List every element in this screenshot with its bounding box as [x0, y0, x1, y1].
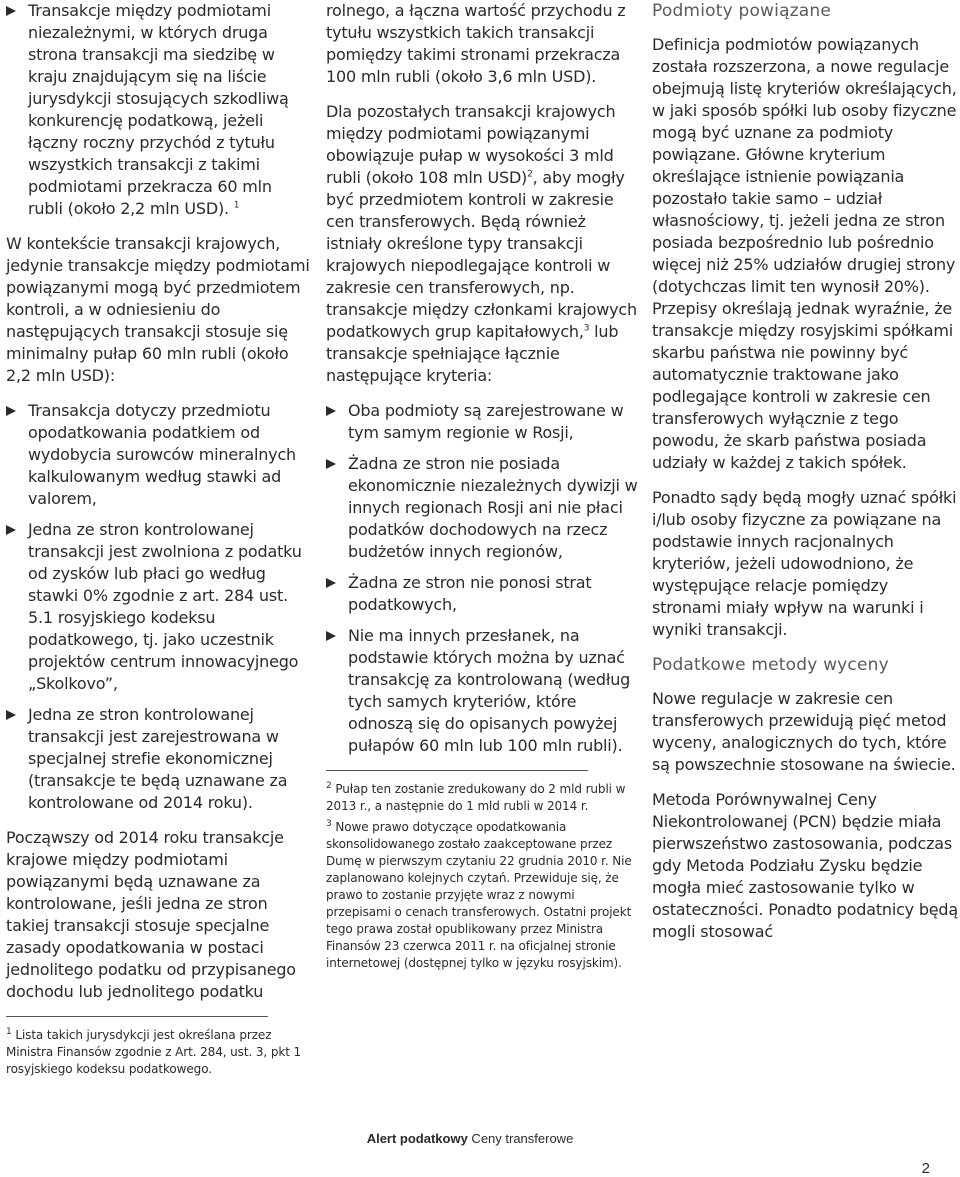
list-item [326, 572, 642, 616]
list-item [326, 453, 642, 563]
bullet-list-top [6, 0, 310, 220]
paragraph: W kontekście transakcji krajowych, jedynie transakcje między podmiotami powiązanymi mogą być przedmiotem kontroli, a w odniesieniu do następujących transakcji stosuje się minimalny pułap 60 mln rubli (około 2,2 mln USD): [6, 234, 310, 385]
bullet-text: Transakcja dotyczy przedmiotu opodatkowania podatkiem od wydobycia surowców mineralnych kalkulowanym według stawki ad valorem, [28, 401, 296, 508]
triangle-bullet-icon [6, 406, 16, 416]
footnote [6, 1027, 310, 1078]
footnote-ref: 3 [583, 323, 590, 334]
column-middle [326, 0, 642, 976]
list-item [326, 400, 642, 444]
footnote-number: 2 [326, 781, 332, 791]
paragraph: Ponadto sądy będą mogły uznać spółki i/lub osoby fizyczne za powiązane na podstawie innych racjonalnych kryteriów, jeżeli udowodniono, że występujące relacje pomiędzy stronami miały wpływ na warunki i wyniki transakcji. [652, 488, 957, 639]
paragraph: Począwszy od 2014 roku transakcje krajowe między podmiotami powiązanymi będą uznawane za kontrolowane, jeśli jedna ze stron takiej transakcji stosuje specjalne zasady opodatkowania w postaci jednolitego podatku od przypisanego dochodu lub jednolitego podatku [6, 828, 296, 1001]
paragraph [326, 101, 642, 387]
footnote-text: Nowe prawo dotyczące opodatkowania skonsolidowanego zostało zaakceptowane przez Dumę w pierwszym czytaniu 22 grudnia 2010 r. Nie zaplanowano kolejnych czytań. Przewiduje się, że prawo to zostanie przyjęte wraz z nowymi przepisami o cenach transferowych. Ostatni projekt tego prawa został opublikowany przez Ministra Finansów 23 czerwca 2011 r. na oficjalnej stronie internetowej (dostępnej tylko w języku rosyjskim). [326, 820, 632, 970]
triangle-bullet-icon [6, 6, 16, 16]
footer-subtitle: Ceny transferowe [467, 1131, 574, 1146]
list-item [6, 0, 310, 220]
paragraph: Definicja podmiotów powiązanych została rozszerzona, a nowe regulacje obejmują listę kryteriów określających, w jaki sposób spółki lub osoby fizyczne mogą być uznane za podmioty powiązane. Główne kryterium określające istnienie powiązania pozostało takie samo – udział własnościowy, tj. jeżeli jedna ze stron posiada bezpośrednio lub pośrednio więcej niż 25% udziałów drugiej strony (dotychczas limit ten wynosił 20%). Przepisy określają jednak wyraźnie, że transakcje między rosyjskimi spółkami skarbu państwa nie powinny być automatycznie traktowane jako podlegające kontroli w zakresie cen transferowych wyłącznie z tego powodu, że skarb państwa posiada udziały w każdej z takich spółek. [652, 35, 957, 472]
bullet-text: Transakcje między podmiotami niezależnymi, w których druga strona transakcji ma siedzibę w kraju znajdującym się na liście jurysdykcji stosujących szkodliwą konkurencję podatkową, jeżeli łączny roczny przychód z tytułu wszystkich transakcji z takimi podmiotami przekracza 60 mln rubli (około 2,2 mln USD). [28, 1, 289, 218]
footnote-number: 1 [6, 1027, 12, 1037]
footnote-text: Pułap ten zostanie zredukowany do 2 mld rubli w 2013 r., a następnie do 1 mld rubli w 2014 r. [326, 782, 626, 813]
footnote [326, 781, 642, 815]
bullet-text: Jedna ze stron kontrolowanej transakcji jest zwolniona z podatku od zysków lub płaci go według stawki 0% zgodnie z art. 284 ust. 5.1 rosyjskiego kodeksu podatkowego, tj. jako uczestnik projektów centrum innowacyjnego „Skolkovo”, [28, 520, 302, 693]
footnote-ref: 2 [527, 169, 533, 180]
list-item [6, 704, 310, 814]
page-footer [0, 1131, 940, 1147]
bullet-text: Żadna ze stron nie ponosi strat podatkowych, [348, 573, 592, 614]
triangle-bullet-icon [326, 631, 336, 641]
triangle-bullet-icon [326, 578, 336, 588]
footnote [326, 819, 642, 972]
footnote-divider [326, 770, 588, 771]
bullet-text: Nie ma innych przesłanek, na podstawie których można by uznać transakcję za kontrolowaną (według tych samych kryteriów, które odnoszą się do opisanych powyżej pułapów 60 mln lub 100 mln rubli). [348, 626, 631, 755]
column-left [6, 0, 310, 1082]
page-number: 2 [921, 1160, 930, 1177]
paragraph-text: Dla pozostałych transakcji krajowych między podmiotami powiązanymi obowiązuje pułap w wysokości 3 mld rubli (około 108 mln USD) [326, 102, 616, 187]
paragraph: Metoda Porównywalnej Ceny Niekontrolowanej (PCN) będzie miała pierwszeństwo zastosowania, podczas gdy Metoda Podziału Zysku będzie mogła mieć zastosowanie tylko w ostateczności. Ponadto podatnicy będą mogli stosować [652, 790, 958, 941]
list-item [6, 400, 310, 510]
bullet-list [6, 400, 310, 814]
section-heading: Podatkowe metody wyceny [652, 655, 889, 675]
bullet-list [326, 400, 642, 757]
footnote-divider [6, 1016, 268, 1017]
triangle-bullet-icon [6, 525, 16, 535]
footnote-text: Lista takich jurysdykcji jest określana przez Ministra Finansów zgodnie z Art. 284, ust. 3, pkt 1 rosyjskiego kodeksu podatkowego. [6, 1028, 302, 1076]
triangle-bullet-icon [326, 459, 336, 469]
triangle-bullet-icon [326, 406, 336, 416]
list-item [6, 519, 310, 695]
paragraph-text: lub transakcje spełniające łącznie następujące kryteria: [326, 322, 619, 385]
footer-title: Alert podatkowy [366, 1131, 468, 1146]
paragraph-text: , aby mogły być przedmiotem kontroli w zakresie cen transferowych. Będą również istniały określone typy transakcji krajowych niepodlegające kontroli w zakresie cen transferowych, np. transakcje między członkami krajowych podatkowych grup kapitałowych, [326, 168, 637, 341]
footnotes [326, 781, 642, 972]
footnotes [6, 1027, 310, 1078]
bullet-text: Jedna ze stron kontrolowanej transakcji jest zarejestrowana w specjalnej strefie ekonomicznej (transakcje te będą uznawane za kontrolowane od 2014 roku). [28, 705, 288, 812]
bullet-text: Oba podmioty są zarejestrowane w tym samym regionie w Rosji, [348, 401, 624, 442]
footnote-ref: 1 [233, 200, 240, 211]
paragraph: Nowe regulacje w zakresie cen transferowych przewidują pięć metod wyceny, analogicznych do tych, które są powszechnie stosowane na świecie. [652, 689, 956, 774]
section-heading: Podmioty powiązane [652, 1, 832, 21]
bullet-text: Żadna ze stron nie posiada ekonomicznie niezależnych dywizji w innych regionach Rosji ani nie płaci podatków dochodowych na rzecz budżetów innych regionów, [348, 454, 638, 561]
triangle-bullet-icon [6, 710, 16, 720]
list-item [326, 625, 642, 757]
footnote-number: 3 [326, 819, 332, 829]
paragraph: rolnego, a łączna wartość przychodu z tytułu wszystkich takich transakcji pomiędzy takimi stronami przekracza 100 mln rubli (około 3,6 mln USD). [326, 1, 626, 86]
column-right [652, 0, 960, 956]
